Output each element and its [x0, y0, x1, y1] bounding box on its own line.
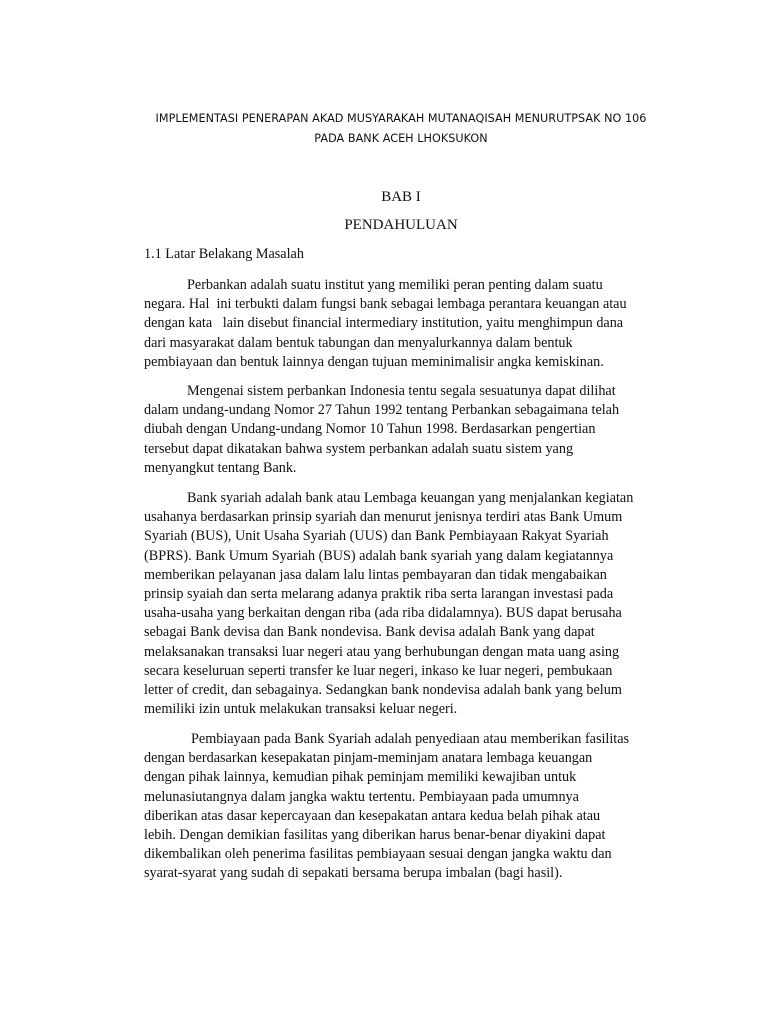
paragraph-line: menyangkut tentang Bank.: [144, 459, 297, 476]
document-title-line: IMPLEMENTASI PENERAPAN AKAD MUSYARAKAH MUTANAQISAH MENURUTPSAK NO 106: [155, 112, 647, 125]
paragraph-line: Pembiayaan pada Bank Syariah adalah penyediaan atau memberikan fasilitas: [191, 731, 630, 747]
paragraph-line: letter of credit, dan sebagainya. Sedangkan bank nondevisa adalah bank yang belum: [144, 681, 622, 698]
section-heading: 1.1 Latar Belakang Masalah: [144, 246, 304, 262]
paragraph-line: Syariah (BUS), Unit Usaha Syariah (UUS) dan Bank Pembiayaan Rakyat Syariah: [144, 528, 609, 545]
paragraph-line: melunasiutangnya dalam jangka waktu tertentu. Pembiayaan pada umumnya: [144, 788, 579, 805]
paragraph-line: memiliki izin untuk melakukan transaksi keluar negeri.: [144, 701, 458, 718]
paragraph: [144, 489, 664, 719]
paragraph-line: Mengenai sistem perbankan Indonesia tentu segala sesuatunya dapat dilihat: [187, 383, 616, 399]
paragraph-line: lebih. Dengan demikian fasilitas yang diberikan harus benar-benar diyakini dapat: [144, 826, 606, 843]
paragraph-line: tersebut dapat dikatakan bahwa system perbankan adalah suatu sistem yang: [144, 440, 574, 457]
paragraph-line: dengan berdasarkan kesepakatan pinjam-meminjam anatara lembaga keuangan: [144, 750, 593, 767]
paragraph-line: dikembalikan oleh penerima fasilitas pembiayaan sesuai dengan jangka waktu dan: [144, 846, 612, 863]
paragraph-line: melaksanakan transaksi luar negeri atau yang berhubungan dengan mata uang asing: [144, 643, 620, 660]
paragraph-line: dengan pihak lainnya, kemudian pihak peminjam memiliki kewajiban untuk: [144, 769, 577, 786]
paragraph-line: secara keseluruan seperti transfer ke luar negeri, inkaso ke luar negeri, pembukaan: [144, 662, 613, 679]
paragraph: [144, 382, 664, 478]
document-title: [100, 109, 702, 149]
document-title-line: PADA BANK ACEH LHOKSUKON: [314, 132, 488, 145]
paragraph-line: memberikan pelayanan jasa dalam lalu lintas pembayaran dan tidak mengabaikan: [144, 566, 607, 583]
paragraph-line: dengan kata lain disebut financial intermediary institution, yaitu menghimpun dana: [144, 315, 624, 332]
paragraph-line: usaha-usaha yang berkaitan dengan riba (ada riba didalamnya). BUS dapat berusaha: [144, 605, 622, 622]
paragraph: [144, 276, 664, 372]
paragraph-line: dalam undang-undang Nomor 27 Tahun 1992 tentang Perbankan sebagaimana telah: [144, 402, 620, 419]
chapter-number: BAB I: [381, 189, 421, 205]
paragraph-line: Perbankan adalah suatu institut yang memiliki peran penting dalam suatu: [187, 277, 603, 293]
paragraph-line: usahanya berdasarkan prinsip syariah dan menurut jenisnya terdiri atas Bank Umum: [144, 509, 623, 526]
paragraph-line: sebagai Bank devisa dan Bank nondevisa. Bank devisa adalah Bank yang dapat: [144, 624, 595, 641]
paragraph-line: dari masyarakat dalam bentuk tabungan dan menyalurkannya dalam bentuk: [144, 334, 573, 351]
paragraph-line: diberikan atas dasar kepercayaan dan kesepakatan antara kedua belah pihak atau: [144, 807, 601, 824]
paragraph-line: diubah dengan Undang-undang Nomor 10 Tahun 1998. Berdasarkan pengertian: [144, 421, 596, 438]
paragraph-line: syarat-syarat yang sudah di sepakati bersama berupa imbalan (bagi hasil).: [144, 865, 563, 882]
paragraph-line: (BPRS). Bank Umum Syariah (BUS) adalah bank syariah yang dalam kegiatannya: [144, 547, 614, 564]
paragraph-line: negara. Hal ini terbukti dalam fungsi bank sebagai lembaga perantara keuangan atau: [144, 296, 627, 313]
chapter-title: PENDAHULUAN: [344, 217, 458, 233]
paragraph-line: Bank syariah adalah bank atau Lembaga keuangan yang menjalankan kegiatan: [187, 490, 634, 506]
paragraph-line: pembiayaan dan bentuk lainnya dengan tujuan meminimalisir angka kemiskinan.: [144, 353, 604, 370]
paragraph-line: prinsip syaiah dan serta melarang adanya praktik riba serta larangan investasi pada: [144, 585, 614, 602]
paragraph: [144, 730, 664, 884]
